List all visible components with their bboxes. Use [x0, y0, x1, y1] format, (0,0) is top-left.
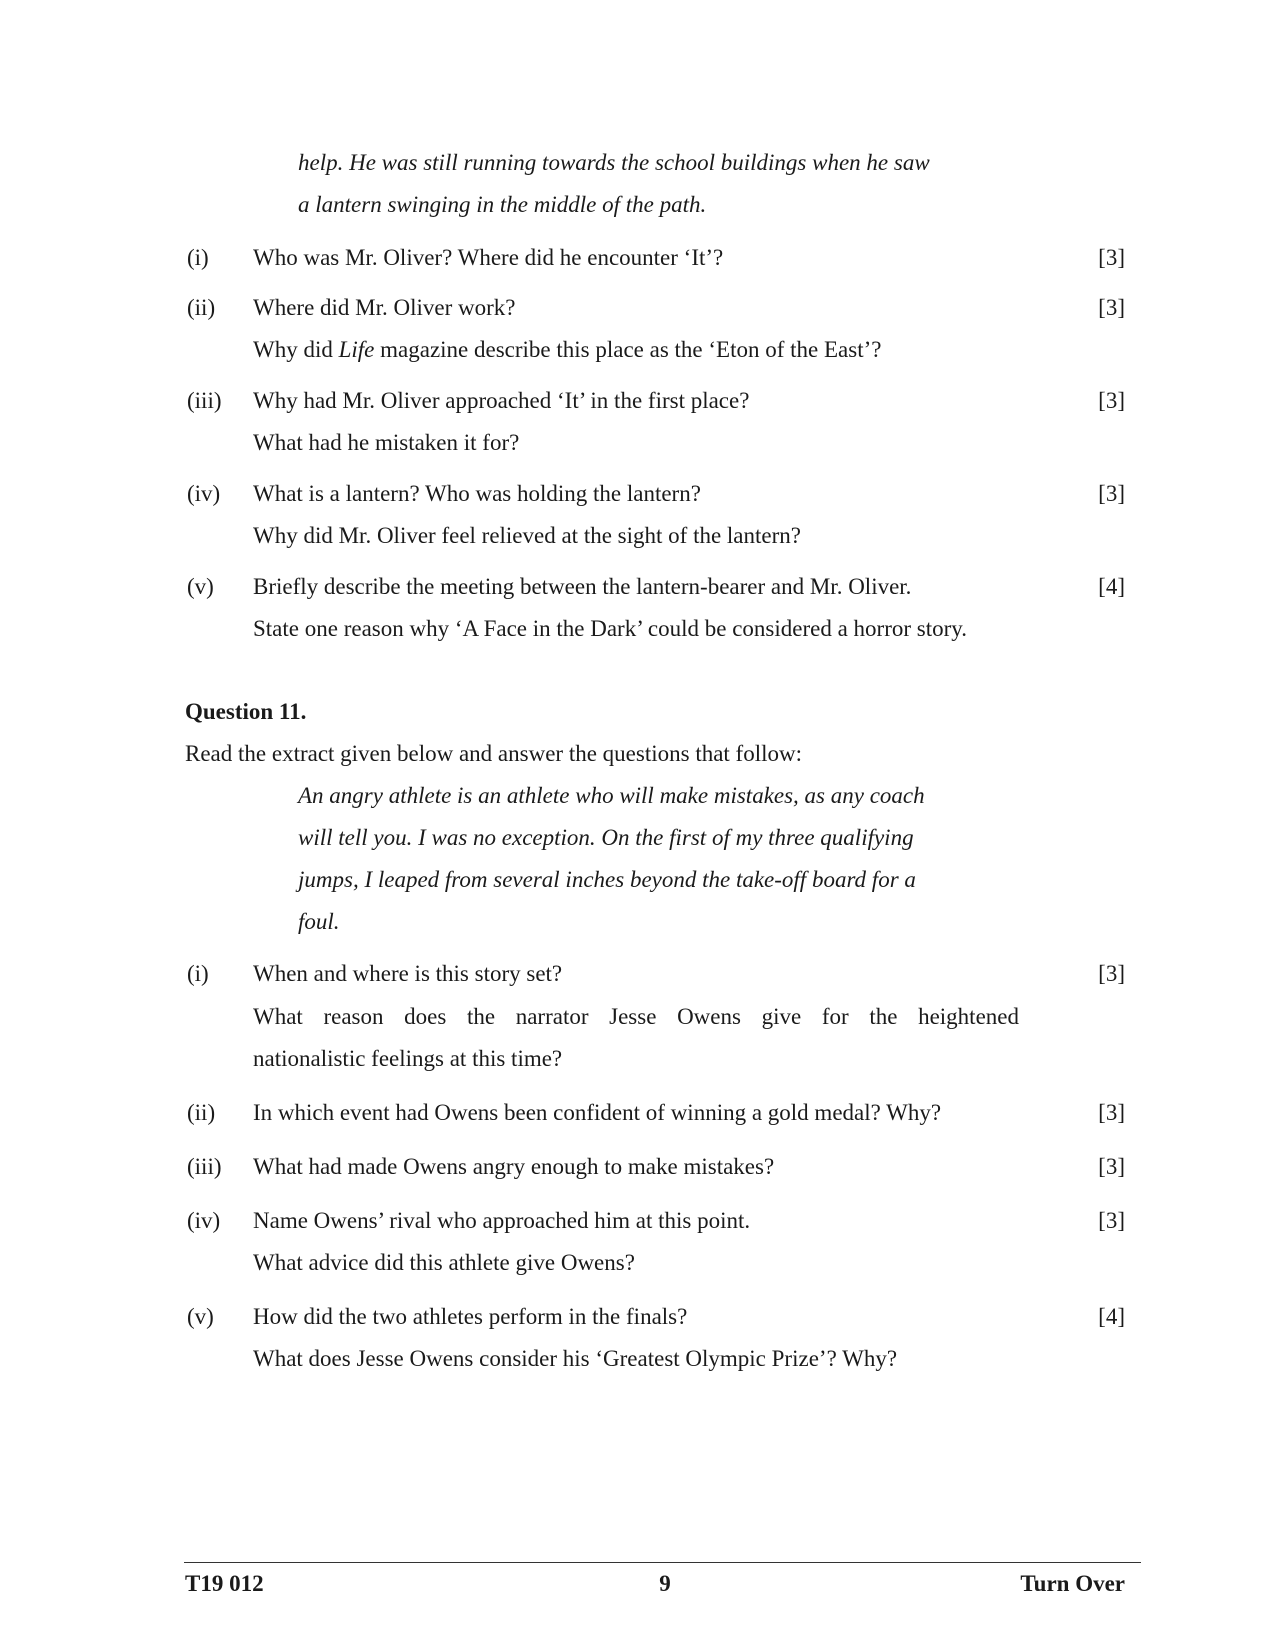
sub-question-text: What reason does the narrator Jesse Owens give for the heightened	[253, 1004, 1019, 1029]
marks: [4]	[1098, 574, 1125, 599]
marks: [3]	[1098, 245, 1125, 270]
sub-question-text: When and where is this story set?	[253, 961, 563, 986]
extract-line: help. He was still running towards the school buildings when he saw	[298, 150, 930, 175]
text-run: magazine describe this place as the ‘Eton of the East’?	[374, 337, 882, 362]
sub-question-number: (i)	[187, 961, 209, 986]
sub-question-number: (iv)	[187, 481, 221, 506]
sub-question-text: Where did Mr. Oliver work?	[253, 295, 516, 320]
text-run: Why did	[253, 337, 339, 362]
sub-question-text: What had made Owens angry enough to make mistakes?	[253, 1154, 775, 1179]
marks: [3]	[1098, 1154, 1125, 1179]
extract-line: foul.	[298, 909, 340, 934]
question-instruction: Read the extract given below and answer the questions that follow:	[185, 741, 802, 766]
extract-line: will tell you. I was no exception. On the first of my three qualifying	[298, 825, 914, 850]
sub-question-text: Why had Mr. Oliver approached ‘It’ in the first place?	[253, 388, 750, 413]
sub-question-number: (iii)	[187, 1154, 222, 1179]
paper-code: T19 012	[185, 1571, 264, 1596]
footer-rule	[184, 1562, 1141, 1563]
marks: [3]	[1098, 481, 1125, 506]
marks: [3]	[1098, 295, 1125, 320]
extract-line: a lantern swinging in the middle of the path.	[298, 192, 707, 217]
marks: [4]	[1098, 1304, 1125, 1329]
question-heading: Question 11.	[185, 699, 307, 724]
sub-question-number: (iii)	[187, 388, 222, 413]
page-number: 9	[659, 1571, 671, 1596]
marks: [3]	[1098, 961, 1125, 986]
sub-question-text: Why did Mr. Oliver feel relieved at the sight of the lantern?	[253, 523, 801, 548]
extract-line: jumps, I leaped from several inches beyond the take-off board for a	[298, 867, 916, 892]
sub-question-number: (ii)	[187, 1100, 216, 1125]
sub-question-text: What advice did this athlete give Owens?	[253, 1250, 635, 1275]
sub-question-text	[253, 338, 881, 361]
sub-question-number: (v)	[187, 1304, 214, 1329]
sub-question-number: (iv)	[187, 1208, 221, 1233]
marks: [3]	[1098, 1208, 1125, 1233]
sub-question-text: State one reason why ‘A Face in the Dark’ could be considered a horror story.	[253, 616, 968, 641]
sub-question-text: nationalistic feelings at this time?	[253, 1046, 563, 1071]
sub-question-text: What is a lantern? Who was holding the lantern?	[253, 481, 701, 506]
marks: [3]	[1098, 388, 1125, 413]
sub-question-text: Who was Mr. Oliver? Where did he encounter ‘It’?	[253, 245, 724, 270]
sub-question-text: Briefly describe the meeting between the lantern-bearer and Mr. Oliver.	[253, 574, 912, 599]
sub-question-text: How did the two athletes perform in the finals?	[253, 1304, 688, 1329]
turn-over-note: Turn Over	[1020, 1571, 1125, 1596]
sub-question-number: (i)	[187, 245, 209, 270]
sub-question-number: (v)	[187, 574, 214, 599]
sub-question-number: (ii)	[187, 295, 216, 320]
magazine-title: Life	[338, 337, 375, 362]
extract-line: An angry athlete is an athlete who will make mistakes, as any coach	[298, 783, 925, 808]
sub-question-text: What had he mistaken it for?	[253, 430, 520, 455]
marks: [3]	[1098, 1100, 1125, 1125]
sub-question-text: Name Owens’ rival who approached him at this point.	[253, 1208, 751, 1233]
sub-question-text: What does Jesse Owens consider his ‘Greatest Olympic Prize’? Why?	[253, 1346, 898, 1371]
sub-question-text: In which event had Owens been confident of winning a gold medal? Why?	[253, 1100, 942, 1125]
